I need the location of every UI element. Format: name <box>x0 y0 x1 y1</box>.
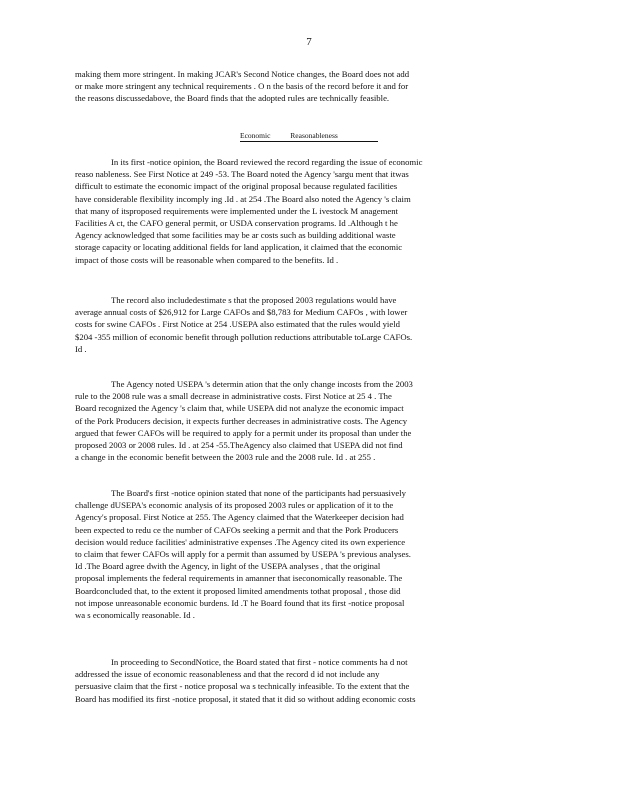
text-line: persuasive claim that the first - notice proposal wa s technically infeasible. To the extent that the <box>75 681 410 692</box>
text-line: Boardconcluded that, to the extent it proposed limited amendments tothat proposal , those did <box>75 585 401 596</box>
text-line: not impose unreasonable economic burdens. Id .T he Board found that its first -notice proposal <box>75 597 405 608</box>
text-line: Id .The Board agree dwith the Agency, in light of the USEPA analyses , that the original <box>75 561 381 572</box>
paragraph-board-first-notice-opinion <box>75 487 530 621</box>
text-line: proposal implements the federal requirements in amanner that iseconomically reasonable. The <box>75 573 403 584</box>
text-line: challenge dUSEPA's economic analysis of its proposed 2003 rules or application of it to the <box>75 500 394 511</box>
text-line: the reasons discussedabove, the Board finds that the adopted rules are technically feasible. <box>75 93 390 104</box>
paragraph-usepa-determination <box>75 378 530 463</box>
text-line: The Board's first -notice opinion stated that none of the participants had persuasively <box>111 488 406 498</box>
text-line: to claim that fewer CAFOs will apply for a permit than assumed by USEPA 's previous analyses. <box>75 549 411 560</box>
text-line: Id . <box>75 343 87 354</box>
text-line: impact of those costs will be reasonable when compared to the benefits. Id . <box>75 254 339 265</box>
section-heading-word: Reasonableness <box>290 131 338 140</box>
text-line: or make more stringent any technical requirements . O n the basis of the record before it and for <box>75 81 409 92</box>
text-line: have considerable flexibility incomply ing .Id . at 254 .The Board also noted the Agency 's claim <box>75 193 411 204</box>
text-line: a change in the economic benefit between the 2003 rule and the 2008 rule. Id . at 255 . <box>75 452 376 463</box>
text-line: reaso nableness. See First Notice at 249 -53. The Board noted the Agency 'sargu ment that itwas <box>75 169 409 180</box>
text-line: wa s economically reasonable. Id . <box>75 610 195 621</box>
text-line: difficult to estimate the economic impact of the original proposal because regulated facilities <box>75 181 398 192</box>
page-number: 7 <box>306 36 312 48</box>
paragraph-technical-feasibility-conclusion <box>75 68 530 105</box>
section-heading <box>240 131 378 142</box>
text-line: proposed 2003 or 2008 rules. Id . at 254 -55.TheAgency also claimed that USEPA did not find <box>75 440 403 451</box>
paragraph-first-notice-review <box>75 156 530 266</box>
text-line: Board has modified its first -notice proposal, it stated that it did so without adding economic costs <box>75 693 416 704</box>
text-line: been expected to redu ce the number of CAFOs seeking a permit and that the Pork Producers <box>75 524 399 535</box>
paragraph-cost-estimates <box>75 294 530 355</box>
text-line: In proceeding to SecondNotice, the Board stated that first - notice comments ha d not <box>111 657 408 667</box>
text-line: The Agency noted USEPA 's determin ation that the only change incosts from the 2003 <box>111 379 413 389</box>
text-line: In its first -notice opinion, the Board reviewed the record regarding the issue of economic <box>111 157 423 167</box>
text-line: Agency acknowledged that some facilities may be ar costs such as building additional waste <box>75 230 396 241</box>
section-heading-word: Economic <box>240 131 271 140</box>
text-line: of the Pork Producers decision, it expects further decreases in administrative costs. The Agency <box>75 415 408 426</box>
text-line: that many of itsproposed requirements were implemented under the L ivestock M anagement <box>75 205 398 216</box>
text-line: costs for swine CAFOs . First Notice at 254 .USEPA also estimated that the rules would yield <box>75 319 400 330</box>
text-line: making them more stringent. In making JCAR's Second Notice changes, the Board does not add <box>75 69 410 79</box>
text-line: $204 -355 million of economic benefit through pollution reductions attributable toLarge CAFOs. <box>75 331 413 342</box>
text-line: average annual costs of $26,912 for Large CAFOs and $8,783 for Medium CAFOs , with lower <box>75 307 408 318</box>
text-line: Facilities A ct, the CAFO general permit, or USDA conservation programs. Id .Although t he <box>75 218 398 229</box>
paragraph-second-notice <box>75 656 530 705</box>
text-line: addressed the issue of economic reasonableness and that the record d id not include any <box>75 669 380 680</box>
text-line: decision would reduce facilities' administrative expenses .The Agency cited its own experience <box>75 536 406 547</box>
text-line: argued that fewer CAFOs will be required to apply for a permit under its proposal than under the <box>75 427 412 438</box>
text-line: Agency's proposal. First Notice at 255. The Agency claimed that the Waterkeeper decision had <box>75 512 404 523</box>
text-line: The record also includedestimate s that the proposed 2003 regulations would have <box>111 295 397 305</box>
text-line: rule to the 2008 rule was a small decrease in administrative costs. First Notice at 25 4 . The <box>75 391 392 402</box>
text-line: Board recognized the Agency 's claim that, while USEPA did not analyze the economic impact <box>75 403 404 414</box>
text-line: storage capacity or locating additional fields for land application, it claimed that the economic <box>75 242 403 253</box>
